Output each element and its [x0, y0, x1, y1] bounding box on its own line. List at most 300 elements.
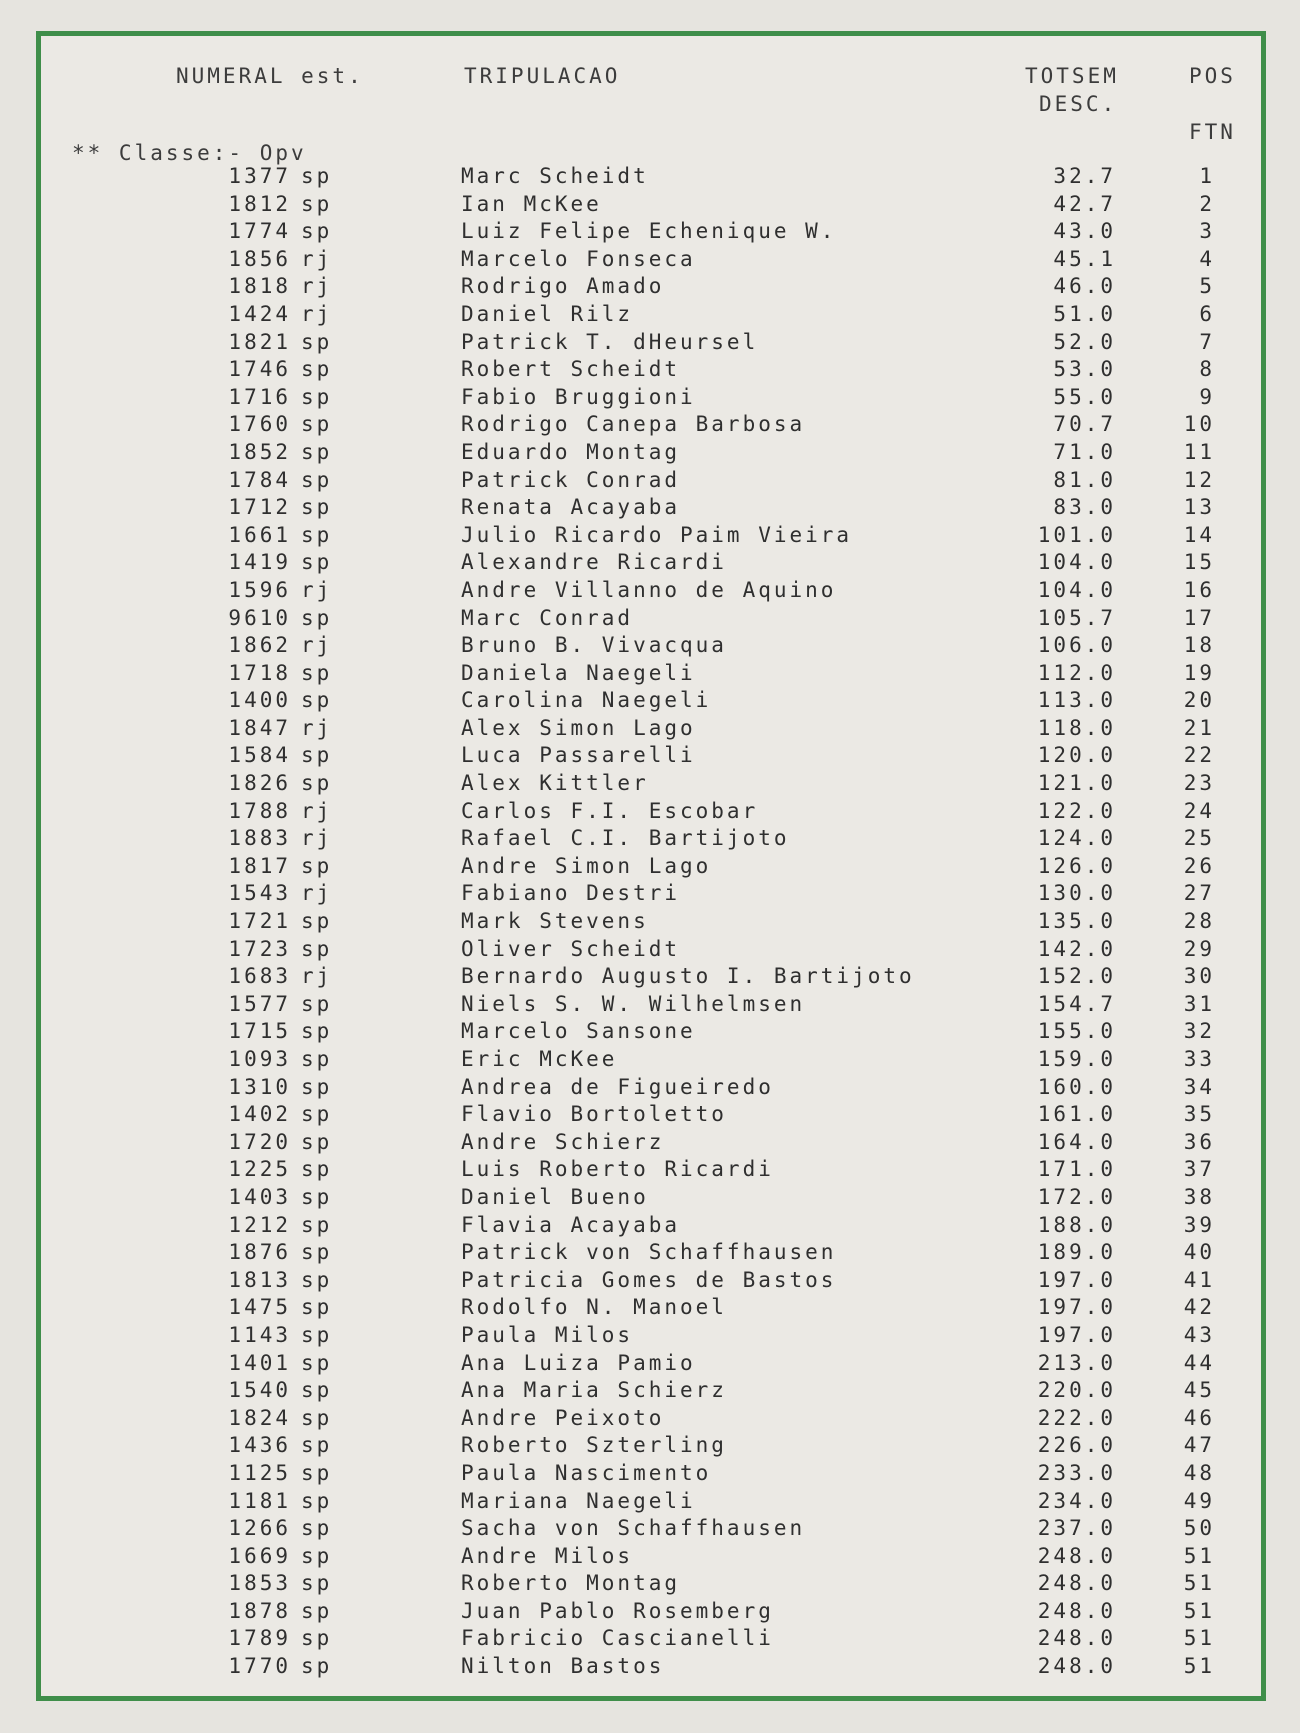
position: 2 — [1199, 191, 1215, 216]
state: sp — [301, 1543, 333, 1568]
crew-name: Mark Stevens — [461, 909, 649, 934]
position: 30 — [1183, 964, 1215, 989]
state: sp — [301, 660, 333, 685]
table-row — [41, 1543, 1261, 1571]
crew-name: Roberto Szterling — [461, 1433, 727, 1458]
table-row — [41, 577, 1261, 605]
table-row — [41, 1405, 1261, 1433]
crew-name: Carolina Naegeli — [461, 688, 712, 713]
table-row — [41, 880, 1261, 908]
state: sp — [301, 991, 333, 1016]
sail-number: 1789 — [228, 1626, 291, 1651]
state: sp — [301, 1267, 333, 1292]
sail-number: 1402 — [228, 1102, 291, 1127]
crew-name: Luca Passarelli — [461, 743, 696, 768]
sail-number: 1212 — [228, 1212, 291, 1237]
table-row — [41, 218, 1261, 246]
crew-name: Alex Kittler — [461, 771, 649, 796]
position: 32 — [1183, 1019, 1215, 1044]
sail-number: 1093 — [228, 1047, 291, 1071]
crew-name: Daniel Rilz — [461, 301, 634, 326]
header-pos: POS — [1189, 64, 1236, 88]
table-row — [41, 963, 1261, 991]
total-score: 105.7 — [1037, 605, 1116, 630]
table-row — [41, 715, 1261, 743]
position: 38 — [1183, 1184, 1215, 1209]
position: 51 — [1183, 1571, 1215, 1596]
table-row — [41, 908, 1261, 936]
crew-name: Bruno B. Vivacqua — [461, 633, 727, 658]
state: sp — [301, 771, 333, 796]
total-score: 233.0 — [1037, 1460, 1116, 1485]
table-row — [41, 1350, 1261, 1378]
crew-name: Flavia Acayaba — [461, 1212, 681, 1237]
state: sp — [301, 357, 333, 382]
header-ftn: FTN — [1189, 120, 1236, 144]
sail-number: 1401 — [228, 1350, 291, 1375]
table-row — [41, 1294, 1261, 1322]
table-row — [41, 991, 1261, 1019]
crew-name: Daniela Naegeli — [461, 660, 696, 685]
crew-name: Ana Maria Schierz — [461, 1378, 727, 1403]
crew-name: Fabricio Cascianelli — [461, 1626, 774, 1651]
total-score: 226.0 — [1037, 1433, 1116, 1458]
sail-number: 1824 — [228, 1405, 291, 1430]
position: 37 — [1183, 1157, 1215, 1182]
state: rj — [301, 881, 333, 906]
crew-name: Andre Villanno de Aquino — [461, 577, 837, 602]
state: sp — [301, 439, 333, 464]
total-score: 197.0 — [1037, 1295, 1116, 1320]
results-table — [41, 163, 1261, 1681]
table-row — [41, 1212, 1261, 1240]
sail-number: 1716 — [228, 384, 291, 409]
total-score: 51.0 — [1053, 301, 1116, 326]
sail-number: 1543 — [228, 881, 291, 906]
total-score: 160.0 — [1037, 1074, 1116, 1099]
total-score: 172.0 — [1037, 1184, 1116, 1209]
sail-number: 1475 — [228, 1295, 291, 1320]
table-row — [41, 301, 1261, 329]
total-score: 32.7 — [1053, 164, 1116, 188]
crew-name: Alexandre Ricardi — [461, 550, 727, 575]
table-row — [41, 1322, 1261, 1350]
crew-name: Paula Nascimento — [461, 1460, 712, 1485]
total-score: 130.0 — [1037, 881, 1116, 906]
position: 50 — [1183, 1516, 1215, 1541]
state: sp — [301, 1295, 333, 1320]
table-row — [41, 1018, 1261, 1046]
state: sp — [301, 1184, 333, 1209]
sail-number: 1847 — [228, 715, 291, 740]
position: 44 — [1183, 1350, 1215, 1375]
position: 40 — [1183, 1240, 1215, 1265]
position: 29 — [1183, 936, 1215, 961]
total-score: 112.0 — [1037, 660, 1116, 685]
crew-name: Eric McKee — [461, 1047, 618, 1071]
position: 47 — [1183, 1433, 1215, 1458]
position: 17 — [1183, 605, 1215, 630]
state: sp — [301, 1571, 333, 1596]
state: sp — [301, 605, 333, 630]
sail-number: 1718 — [228, 660, 291, 685]
table-row — [41, 1101, 1261, 1129]
crew-name: Carlos F.I. Escobar — [461, 798, 759, 823]
table-row — [41, 1267, 1261, 1295]
crew-name: Roberto Montag — [461, 1571, 681, 1596]
sail-number: 1584 — [228, 743, 291, 768]
sail-number: 1596 — [228, 577, 291, 602]
crew-name: Julio Ricardo Paim Vieira — [461, 522, 853, 547]
table-row — [41, 329, 1261, 357]
crew-name: Juan Pablo Rosemberg — [461, 1598, 774, 1623]
total-score: 52.0 — [1053, 329, 1116, 354]
table-row — [41, 1377, 1261, 1405]
table-row — [41, 632, 1261, 660]
total-score: 142.0 — [1037, 936, 1116, 961]
sail-number: 1821 — [228, 329, 291, 354]
table-row — [41, 163, 1261, 191]
position: 6 — [1199, 301, 1215, 326]
state: rj — [301, 274, 333, 299]
total-score: 124.0 — [1037, 826, 1116, 851]
state: sp — [301, 1405, 333, 1430]
table-row — [41, 1598, 1261, 1626]
total-score: 248.0 — [1037, 1598, 1116, 1623]
total-score: 71.0 — [1053, 439, 1116, 464]
table-row — [41, 1488, 1261, 1516]
table-row — [41, 494, 1261, 522]
state: sp — [301, 329, 333, 354]
state: sp — [301, 1074, 333, 1099]
total-score: 155.0 — [1037, 1019, 1116, 1044]
table-row — [41, 411, 1261, 439]
crew-name: Patrick von Schaffhausen — [461, 1240, 837, 1265]
total-score: 126.0 — [1037, 853, 1116, 878]
total-score: 248.0 — [1037, 1543, 1116, 1568]
state: sp — [301, 1598, 333, 1623]
total-score: 197.0 — [1037, 1267, 1116, 1292]
state: sp — [301, 1626, 333, 1651]
table-row — [41, 1239, 1261, 1267]
table-row — [41, 1046, 1261, 1074]
sail-number: 1853 — [228, 1571, 291, 1596]
position: 12 — [1183, 467, 1215, 492]
table-row — [41, 1460, 1261, 1488]
crew-name: Flavio Bortoletto — [461, 1102, 727, 1127]
crew-name: Robert Scheidt — [461, 357, 681, 382]
crew-name: Sacha von Schaffhausen — [461, 1516, 806, 1541]
crew-name: Oliver Scheidt — [461, 936, 681, 961]
table-row — [41, 1653, 1261, 1681]
sail-number: 1225 — [228, 1157, 291, 1182]
state: sp — [301, 467, 333, 492]
state: sp — [301, 495, 333, 520]
state: sp — [301, 1488, 333, 1513]
crew-name: Rodrigo Canepa Barbosa — [461, 412, 806, 437]
table-row — [41, 1515, 1261, 1543]
state: rj — [301, 633, 333, 658]
total-score: 113.0 — [1037, 688, 1116, 713]
state: sp — [301, 1129, 333, 1154]
crew-name: Fabio Bruggioni — [461, 384, 696, 409]
state: sp — [301, 853, 333, 878]
position: 13 — [1183, 495, 1215, 520]
header-totsem: TOTSEM — [1025, 64, 1119, 88]
crew-name: Daniel Bueno — [461, 1184, 649, 1209]
total-score: 248.0 — [1037, 1626, 1116, 1651]
total-score: 83.0 — [1053, 495, 1116, 520]
position: 25 — [1183, 826, 1215, 851]
position: 4 — [1199, 246, 1215, 271]
table-row — [41, 439, 1261, 467]
sail-number: 1720 — [228, 1129, 291, 1154]
position: 39 — [1183, 1212, 1215, 1237]
sail-number: 1813 — [228, 1267, 291, 1292]
state: rj — [301, 826, 333, 851]
sail-number: 1310 — [228, 1074, 291, 1099]
state: rj — [301, 964, 333, 989]
position: 24 — [1183, 798, 1215, 823]
sail-number: 1883 — [228, 826, 291, 851]
position: 34 — [1183, 1074, 1215, 1099]
total-score: 164.0 — [1037, 1129, 1116, 1154]
sail-number: 1856 — [228, 246, 291, 271]
position: 20 — [1183, 688, 1215, 713]
position: 26 — [1183, 853, 1215, 878]
total-score: 248.0 — [1037, 1654, 1116, 1679]
position: 48 — [1183, 1460, 1215, 1485]
state: sp — [301, 688, 333, 713]
state: sp — [301, 1240, 333, 1265]
crew-name: Renata Acayaba — [461, 495, 681, 520]
sail-number: 1746 — [228, 357, 291, 382]
sail-number: 1181 — [228, 1488, 291, 1513]
position: 14 — [1183, 522, 1215, 547]
sail-number: 1760 — [228, 412, 291, 437]
table-row — [41, 246, 1261, 274]
position: 10 — [1183, 412, 1215, 437]
total-score: 248.0 — [1037, 1571, 1116, 1596]
total-score: 81.0 — [1053, 467, 1116, 492]
state: sp — [301, 1157, 333, 1182]
table-row — [41, 1625, 1261, 1653]
table-row — [41, 1156, 1261, 1184]
crew-name: Eduardo Montag — [461, 439, 681, 464]
header-desc: DESC. — [1039, 92, 1118, 116]
table-row — [41, 853, 1261, 881]
table-row — [41, 798, 1261, 826]
position: 21 — [1183, 715, 1215, 740]
sail-number: 1424 — [228, 301, 291, 326]
total-score: 220.0 — [1037, 1378, 1116, 1403]
state: sp — [301, 1433, 333, 1458]
sail-number: 1661 — [228, 522, 291, 547]
position: 35 — [1183, 1102, 1215, 1127]
table-row — [41, 384, 1261, 412]
table-row — [41, 687, 1261, 715]
position: 45 — [1183, 1378, 1215, 1403]
position: 46 — [1183, 1405, 1215, 1430]
crew-name: Fabiano Destri — [461, 881, 681, 906]
sail-number: 1721 — [228, 909, 291, 934]
state: sp — [301, 743, 333, 768]
state: sp — [301, 1516, 333, 1541]
sail-number: 1419 — [228, 550, 291, 575]
sail-number: 1712 — [228, 495, 291, 520]
sail-number: 1852 — [228, 439, 291, 464]
state: rj — [301, 798, 333, 823]
total-score: 53.0 — [1053, 357, 1116, 382]
state: sp — [301, 1654, 333, 1679]
total-score: 43.0 — [1053, 219, 1116, 244]
total-score: 101.0 — [1037, 522, 1116, 547]
total-score: 104.0 — [1037, 577, 1116, 602]
crew-name: Andrea de Figueiredo — [461, 1074, 774, 1099]
table-row — [41, 1074, 1261, 1102]
total-score: 189.0 — [1037, 1240, 1116, 1265]
crew-name: Luis Roberto Ricardi — [461, 1157, 774, 1182]
crew-name: Patrick T. dHeursel — [461, 329, 759, 354]
position: 11 — [1183, 439, 1215, 464]
position: 3 — [1199, 219, 1215, 244]
header-numeral-est: NUMERAL est. — [176, 64, 364, 88]
sail-number: 1826 — [228, 771, 291, 796]
table-row — [41, 273, 1261, 301]
position: 7 — [1199, 329, 1215, 354]
crew-name: Paula Milos — [461, 1322, 634, 1347]
position: 51 — [1183, 1598, 1215, 1623]
total-score: 45.1 — [1053, 246, 1116, 271]
position: 5 — [1199, 274, 1215, 299]
state: rj — [301, 577, 333, 602]
position: 36 — [1183, 1129, 1215, 1154]
crew-name: Marc Scheidt — [461, 164, 649, 188]
position: 15 — [1183, 550, 1215, 575]
sail-number: 1377 — [228, 164, 291, 188]
crew-name: Patrick Conrad — [461, 467, 681, 492]
total-score: 159.0 — [1037, 1047, 1116, 1071]
position: 19 — [1183, 660, 1215, 685]
crew-name: Rodrigo Amado — [461, 274, 665, 299]
sail-number: 1818 — [228, 274, 291, 299]
sail-number: 1540 — [228, 1378, 291, 1403]
crew-name: Ian McKee — [461, 191, 602, 216]
table-row — [41, 770, 1261, 798]
table-row — [41, 1129, 1261, 1157]
state: sp — [301, 1460, 333, 1485]
total-score: 197.0 — [1037, 1322, 1116, 1347]
position: 8 — [1199, 357, 1215, 382]
results-sheet — [36, 31, 1266, 1701]
crew-name: Rodolfo N. Manoel — [461, 1295, 727, 1320]
state: sp — [301, 1019, 333, 1044]
sail-number: 1723 — [228, 936, 291, 961]
table-row — [41, 936, 1261, 964]
crew-name: Andre Peixoto — [461, 1405, 665, 1430]
position: 33 — [1183, 1047, 1215, 1071]
table-row — [41, 660, 1261, 688]
total-score: 106.0 — [1037, 633, 1116, 658]
state: rj — [301, 715, 333, 740]
total-score: 122.0 — [1037, 798, 1116, 823]
state: sp — [301, 936, 333, 961]
crew-name: Nilton Bastos — [461, 1654, 665, 1679]
sail-number: 1876 — [228, 1240, 291, 1265]
table-row — [41, 1432, 1261, 1460]
sail-number: 1143 — [228, 1322, 291, 1347]
state: sp — [301, 219, 333, 244]
sail-number: 1817 — [228, 853, 291, 878]
position: 51 — [1183, 1543, 1215, 1568]
crew-name: Luiz Felipe Echenique W. — [461, 219, 837, 244]
state: sp — [301, 550, 333, 575]
total-score: 188.0 — [1037, 1212, 1116, 1237]
sail-number: 1774 — [228, 219, 291, 244]
table-row — [41, 522, 1261, 550]
table-row — [41, 605, 1261, 633]
table-row — [41, 467, 1261, 495]
state: sp — [301, 522, 333, 547]
position: 28 — [1183, 909, 1215, 934]
total-score: 234.0 — [1037, 1488, 1116, 1513]
state: sp — [301, 909, 333, 934]
position: 23 — [1183, 771, 1215, 796]
sail-number: 1784 — [228, 467, 291, 492]
table-row — [41, 1570, 1261, 1598]
position: 18 — [1183, 633, 1215, 658]
table-row — [41, 191, 1261, 219]
class-heading: ** Classe:- Opv — [72, 141, 307, 165]
position: 16 — [1183, 577, 1215, 602]
sail-number: 1715 — [228, 1019, 291, 1044]
position: 31 — [1183, 991, 1215, 1016]
position: 1 — [1199, 164, 1215, 188]
sail-number: 1577 — [228, 991, 291, 1016]
total-score: 237.0 — [1037, 1516, 1116, 1541]
crew-name: Andre Milos — [461, 1543, 634, 1568]
total-score: 70.7 — [1053, 412, 1116, 437]
sail-number: 1266 — [228, 1516, 291, 1541]
table-row — [41, 825, 1261, 853]
sail-number: 1683 — [228, 964, 291, 989]
crew-name: Marcelo Sansone — [461, 1019, 696, 1044]
total-score: 222.0 — [1037, 1405, 1116, 1430]
table-row — [41, 356, 1261, 384]
state: sp — [301, 1322, 333, 1347]
state: sp — [301, 384, 333, 409]
state: sp — [301, 1378, 333, 1403]
crew-name: Patricia Gomes de Bastos — [461, 1267, 837, 1292]
position: 22 — [1183, 743, 1215, 768]
state: rj — [301, 301, 333, 326]
position: 9 — [1199, 384, 1215, 409]
state: sp — [301, 1102, 333, 1127]
total-score: 154.7 — [1037, 991, 1116, 1016]
total-score: 121.0 — [1037, 771, 1116, 796]
crew-name: Marcelo Fonseca — [461, 246, 696, 271]
total-score: 213.0 — [1037, 1350, 1116, 1375]
table-row — [41, 549, 1261, 577]
sail-number: 1403 — [228, 1184, 291, 1209]
position: 49 — [1183, 1488, 1215, 1513]
sail-number: 1878 — [228, 1598, 291, 1623]
crew-name: Marc Conrad — [461, 605, 634, 630]
position: 42 — [1183, 1295, 1215, 1320]
sail-number: 9610 — [228, 605, 291, 630]
crew-name: Rafael C.I. Bartijoto — [461, 826, 790, 851]
state: sp — [301, 1047, 333, 1071]
